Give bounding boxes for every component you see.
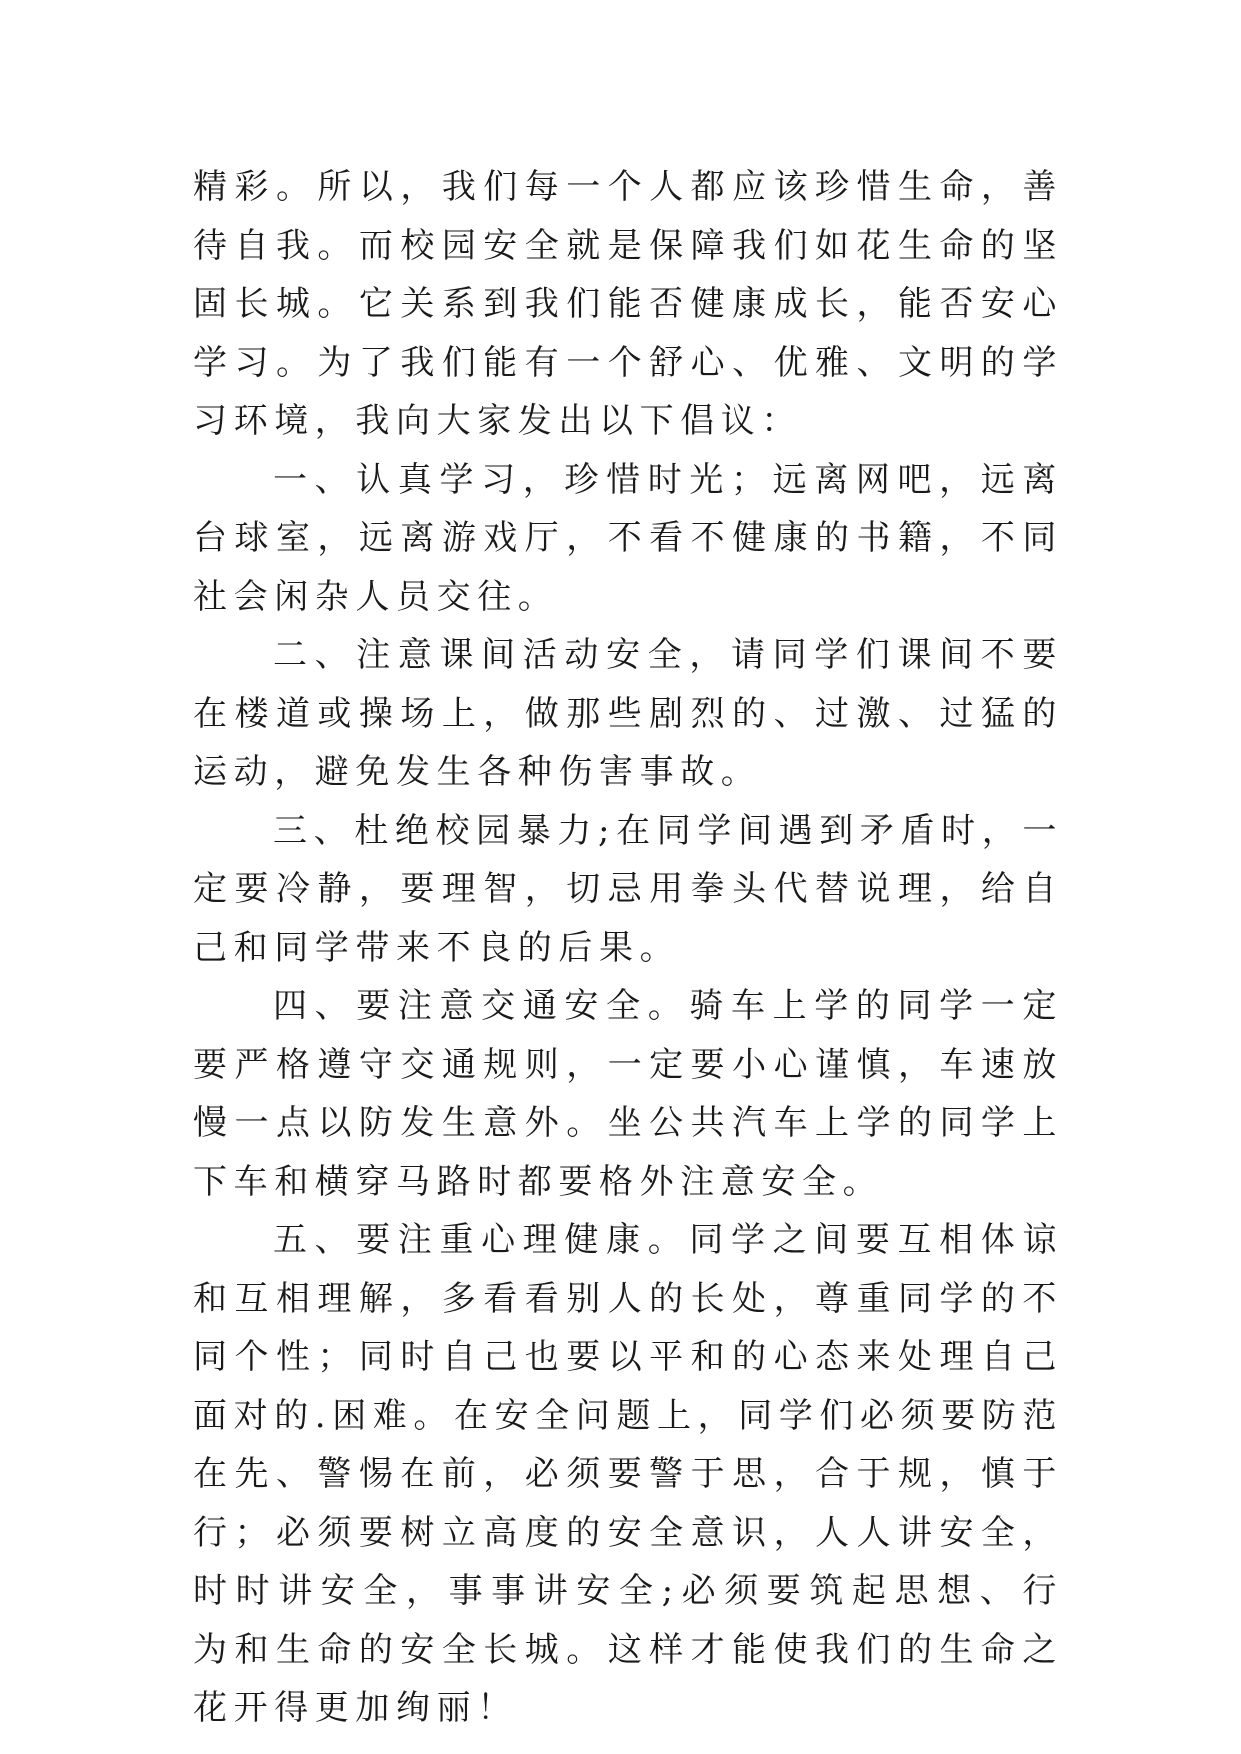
paragraph-intro: 精彩。所以，我们每一个人都应该珍惜生命，善待自我。而校园安全就是保障我们如花生命的坚固长城。它关系到我们能否健康成长，能否安心学习。为了我们能有一个舒心、优雅、文明的学习环境，我向大家发出以下倡议： — [193, 167, 1063, 441]
document-body — [193, 158, 1063, 1738]
paragraph-proposal-1: 一、认真学习，珍惜时光；远离网吧，远离台球室，远离游戏厅，不看不健康的书籍，不同社会闲杂人员交往。 — [193, 459, 1063, 617]
paragraph-proposal-2: 二、注意课间活动安全，请同学们课间不要在楼道或操场上，做那些剧烈的、过激、过猛的运动，避免发生各种伤害事故。 — [193, 635, 1063, 792]
paragraph-proposal-4: 四、要注意交通安全。骑车上学的同学一定要严格遵守交通规则，一定要小心谨慎，车速放慢一点以防发生意外。坐公共汽车上学的同学上下车和横穿马路时都要格外注意安全。 — [193, 986, 1063, 1202]
paragraph-proposal-3: 三、杜绝校园暴力;在同学间遇到矛盾时，一定要冷静，要理智，切忌用拳头代替说理，给自己和同学带来不良的后果。 — [193, 810, 1063, 968]
paragraph-proposal-5: 五、要注重心理健康。同学之间要互相体谅和互相理解，多看看别人的长处，尊重同学的不同个性；同时自己也要以平和的心态来处理自己面对的.困难。在安全问题上，同学们必须要防范在先、警惕在前，必须要警于思，合于规，慎于行；必须要树立高度的安全意识，人人讲安全，时时讲安全，事事讲安全;必须要筑起思想、行为和生命的安全长城。这样才能使我们的生命之花开得更加绚丽！ — [193, 1220, 1064, 1728]
